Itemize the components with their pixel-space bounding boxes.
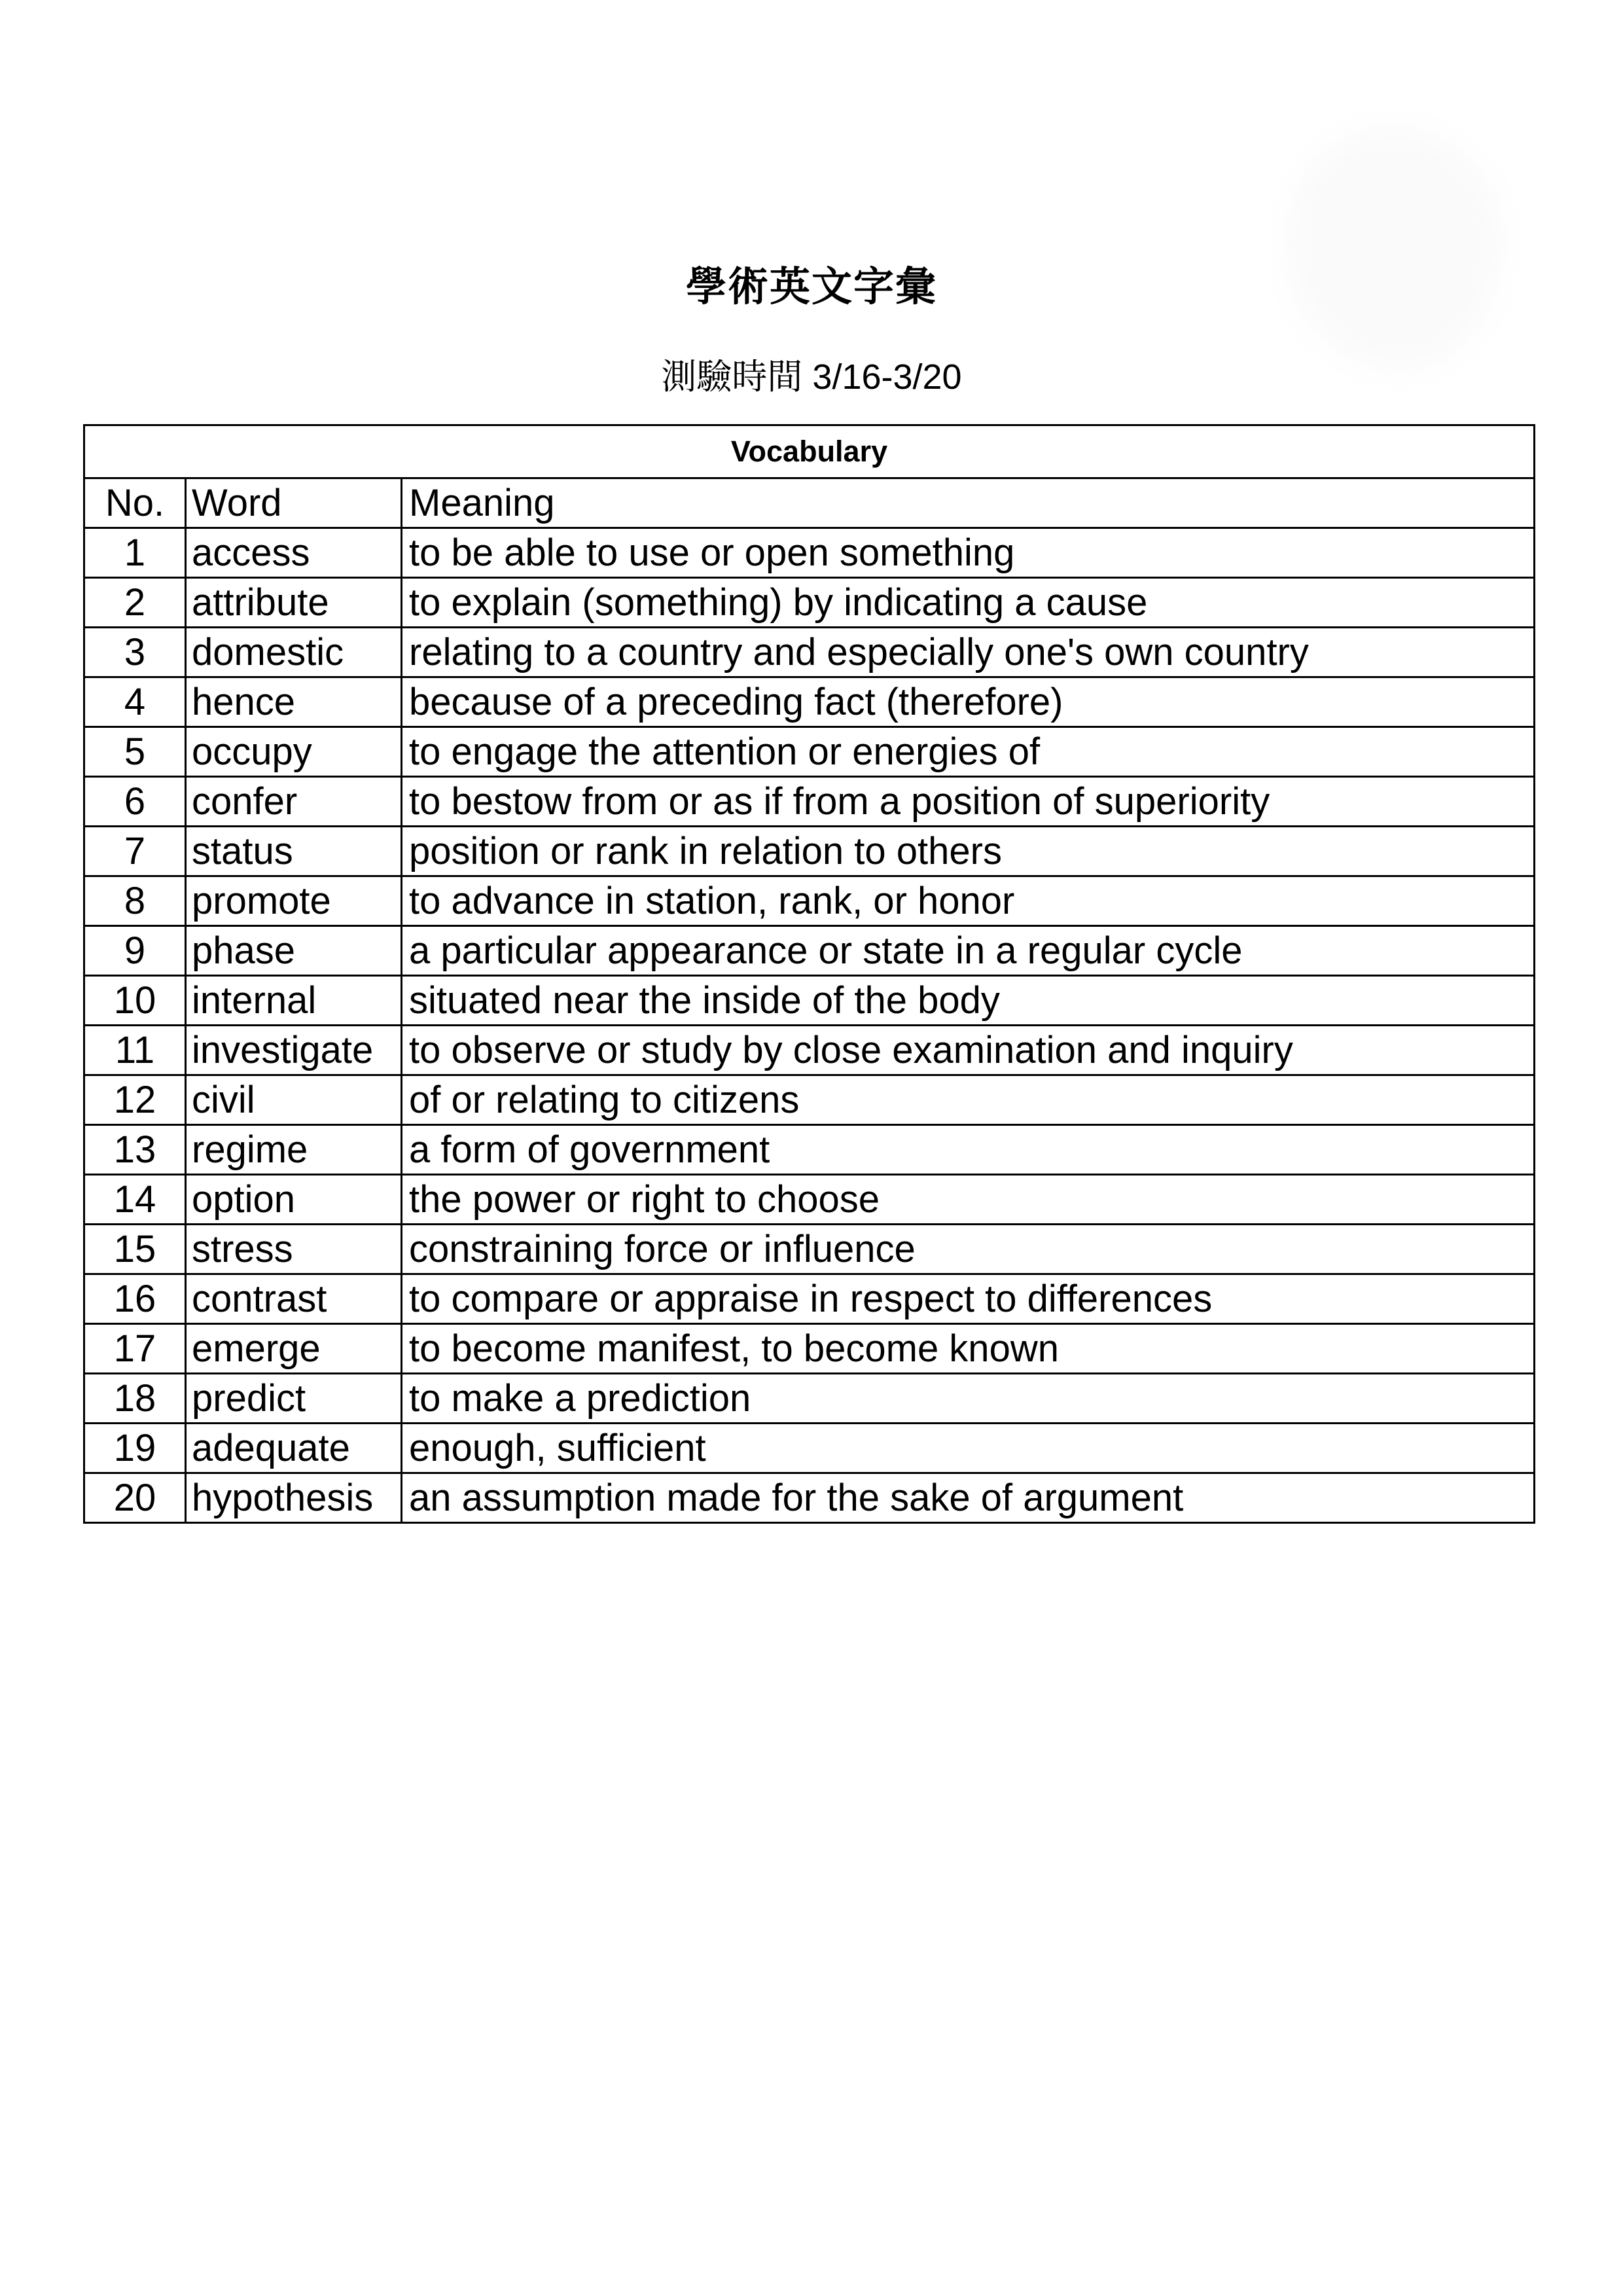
- row-number-cell: 5: [84, 727, 186, 777]
- row-number-cell: 10: [84, 976, 186, 1026]
- meaning-cell: to compare or appraise in respect to differences: [402, 1274, 1535, 1324]
- table-row: [84, 1374, 1535, 1424]
- word-cell: investigate: [186, 1026, 402, 1075]
- word-cell: access: [186, 528, 402, 578]
- row-number-cell: 18: [84, 1374, 186, 1424]
- row-number-cell: 14: [84, 1175, 186, 1225]
- table-row: [84, 1424, 1535, 1473]
- word-cell: emerge: [186, 1324, 402, 1374]
- word-cell: domestic: [186, 628, 402, 677]
- word-cell: phase: [186, 926, 402, 976]
- word-cell: attribute: [186, 578, 402, 628]
- row-number-cell: 2: [84, 578, 186, 628]
- row-number-cell: 17: [84, 1324, 186, 1374]
- meaning-cell: to make a prediction: [402, 1374, 1535, 1424]
- meaning-cell: to engage the attention or energies of: [402, 727, 1535, 777]
- meaning-cell: to observe or study by close examination and inquiry: [402, 1026, 1535, 1075]
- table-row: [84, 1473, 1535, 1523]
- row-number-cell: 12: [84, 1075, 186, 1125]
- meaning-cell: to advance in station, rank, or honor: [402, 876, 1535, 926]
- table-caption: Vocabulary: [84, 425, 1535, 478]
- word-cell: status: [186, 827, 402, 876]
- row-number-cell: 1: [84, 528, 186, 578]
- meaning-cell: to bestow from or as if from a position of superiority: [402, 777, 1535, 827]
- page-title: 學術英文字彙: [685, 264, 937, 310]
- table-row: [84, 1274, 1535, 1324]
- row-number-cell: 4: [84, 677, 186, 727]
- word-cell: civil: [186, 1075, 402, 1125]
- header-word: Word: [186, 478, 402, 528]
- table-row: [84, 777, 1535, 827]
- meaning-cell: a form of government: [402, 1125, 1535, 1175]
- table-row: [84, 876, 1535, 926]
- table-row: [84, 578, 1535, 628]
- row-number-cell: 9: [84, 926, 186, 976]
- meaning-cell: to explain (something) by indicating a cause: [402, 578, 1535, 628]
- row-number-cell: 15: [84, 1225, 186, 1274]
- meaning-cell: the power or right to choose: [402, 1175, 1535, 1225]
- word-cell: predict: [186, 1374, 402, 1424]
- row-number-cell: 13: [84, 1125, 186, 1175]
- row-number-cell: 19: [84, 1424, 186, 1473]
- table-row: [84, 1125, 1535, 1175]
- meaning-cell: to be able to use or open something: [402, 528, 1535, 578]
- page-subtitle: 測驗時間 3/16-3/20: [661, 357, 962, 397]
- meaning-cell: relating to a country and especially one's own country: [402, 628, 1535, 677]
- row-number-cell: 6: [84, 777, 186, 827]
- meaning-cell: to become manifest, to become known: [402, 1324, 1535, 1374]
- word-cell: stress: [186, 1225, 402, 1274]
- table-header-row: [84, 478, 1535, 528]
- row-number-cell: 7: [84, 827, 186, 876]
- meaning-cell: position or rank in relation to others: [402, 827, 1535, 876]
- vocabulary-table: [83, 424, 1535, 1524]
- row-number-cell: 20: [84, 1473, 186, 1523]
- word-cell: adequate: [186, 1424, 402, 1473]
- header-no: No.: [84, 478, 186, 528]
- word-cell: hence: [186, 677, 402, 727]
- table-row: [84, 926, 1535, 976]
- row-number-cell: 16: [84, 1274, 186, 1324]
- word-cell: contrast: [186, 1274, 402, 1324]
- row-number-cell: 3: [84, 628, 186, 677]
- word-cell: hypothesis: [186, 1473, 402, 1523]
- vocab-table-body: [84, 528, 1535, 1523]
- word-cell: confer: [186, 777, 402, 827]
- table-row: [84, 528, 1535, 578]
- word-cell: promote: [186, 876, 402, 926]
- table-row: [84, 976, 1535, 1026]
- meaning-cell: of or relating to citizens: [402, 1075, 1535, 1125]
- table-row: [84, 1175, 1535, 1225]
- word-cell: internal: [186, 976, 402, 1026]
- word-cell: regime: [186, 1125, 402, 1175]
- table-row: [84, 1026, 1535, 1075]
- header-meaning: Meaning: [402, 478, 1535, 528]
- row-number-cell: 8: [84, 876, 186, 926]
- meaning-cell: an assumption made for the sake of argument: [402, 1473, 1535, 1523]
- table-row: [84, 677, 1535, 727]
- meaning-cell: situated near the inside of the body: [402, 976, 1535, 1026]
- watermark-blob: [1286, 128, 1502, 370]
- table-row: [84, 1225, 1535, 1274]
- table-row: [84, 628, 1535, 677]
- word-cell: occupy: [186, 727, 402, 777]
- word-cell: option: [186, 1175, 402, 1225]
- table-caption-row: [84, 425, 1535, 478]
- table-row: [84, 727, 1535, 777]
- meaning-cell: constraining force or influence: [402, 1225, 1535, 1274]
- meaning-cell: because of a preceding fact (therefore): [402, 677, 1535, 727]
- meaning-cell: a particular appearance or state in a regular cycle: [402, 926, 1535, 976]
- table-row: [84, 1324, 1535, 1374]
- row-number-cell: 11: [84, 1026, 186, 1075]
- meaning-cell: enough, sufficient: [402, 1424, 1535, 1473]
- table-row: [84, 827, 1535, 876]
- table-row: [84, 1075, 1535, 1125]
